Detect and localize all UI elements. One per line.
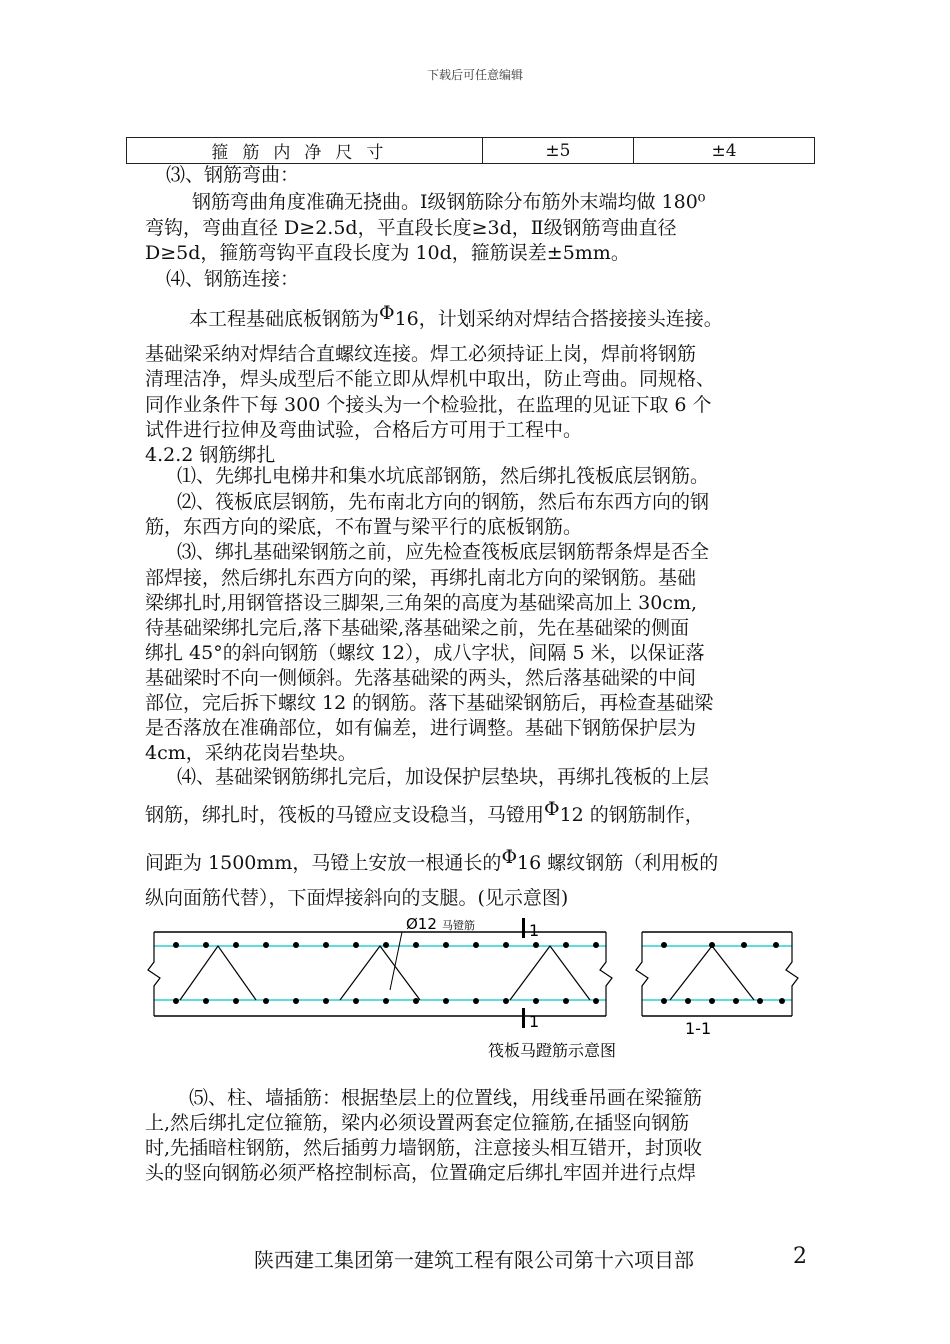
paragraph-bending-line-1: 钢筋弯曲角度准确无挠曲。Ⅰ级钢筋除分布筋外末端均做 180⁰ (192, 191, 706, 213)
binding-item-3-line-9: 4cm，采纳花岗岩垫块。 (145, 742, 357, 764)
binding-item-3-line-5: 绑扎 45°的斜向钢筋（螺纹 12），成八字状，间隔 5 米，以保证落 (145, 642, 705, 664)
rebar-dot (709, 998, 715, 1004)
binding-item-4-line-2 (145, 798, 704, 828)
binding-item-5-line-2: 上,然后绑扎定位箍筋，梁内必须设置两套定位箍筋,在插竖向钢筋 (145, 1112, 690, 1134)
rebar-dot (383, 942, 389, 948)
rebar-dot (443, 998, 449, 1004)
binding-item-5-line-4: 头的竖向钢筋必须严格控制标高，位置确定后绑扎牢固并进行点焊 (145, 1162, 697, 1184)
rebar-dot (733, 998, 739, 1004)
rebar-dot (323, 998, 329, 1004)
paragraph-bending-line-3: D≥5d，箍筋弯钩平直段长度为 10d，箍筋误差±5mm。 (145, 242, 630, 264)
binding-item-5-line-3: 时,先插暗柱钢筋，然后插剪力墙钢筋，注意接头相互错开，封顶收 (145, 1137, 703, 1159)
rebar-dot (709, 942, 715, 948)
rebar-dot (563, 998, 569, 1004)
section-cut-mark-top (522, 918, 525, 938)
page-number: 2 (793, 1244, 807, 1269)
text-segment: 12 的钢筋制作， (559, 804, 704, 826)
rebar-dot (413, 998, 419, 1004)
rebar-note-label: 马镫筋 (442, 919, 475, 932)
binding-item-2-line-1: ⑵、筏板底层钢筋，先布南北方向的钢筋，然后布东西方向的钢 (177, 491, 710, 513)
binding-item-3-line-2: 部焊接，然后绑扎东西方向的梁，再绑扎南北方向的梁钢筋。基础 (145, 567, 697, 589)
section-title-connection: ⑷、钢筋连接： (166, 268, 300, 290)
top-rebar-dots (173, 942, 599, 948)
rebar-dot (757, 998, 763, 1004)
text-segment: 钢筋，绑扎时，筏板的马镫应支设稳当，马镫用 (145, 804, 545, 826)
rebar-dot (203, 998, 209, 1004)
stirrup-leg (510, 946, 590, 1000)
rebar-dot (293, 942, 299, 948)
section-cut-mark-bottom (522, 1008, 525, 1028)
rebar-dot (233, 998, 239, 1004)
main-elevation-view (148, 915, 612, 1031)
rebar-dot (661, 998, 667, 1004)
rebar-dot (353, 942, 359, 948)
text-segment: 16 螺纹钢筋（利用板的 (517, 852, 719, 874)
text-segment: 16，计划采纳对焊结合搭接接头连接。 (394, 308, 723, 330)
binding-item-4-line-1: ⑷、基础梁钢筋绑扎完后，加设保护层垫块，再绑扎筏板的上层 (177, 766, 710, 788)
footer-company: 陕西建工集团第一建筑工程有限公司第十六项目部 (254, 1248, 694, 1272)
rebar-dot (779, 998, 785, 1004)
rebar-dot (353, 998, 359, 1004)
binding-item-3-line-1: ⑶、绑扎基础梁钢筋之前，应先检查筏板底层钢筋帮条焊是否全 (177, 541, 710, 563)
rebar-dot (173, 942, 179, 948)
section-stirrup (670, 946, 754, 1000)
table-cell-value-2: ±4 (634, 138, 815, 164)
section-1-1-view (636, 932, 798, 1038)
rebar-dot (593, 942, 599, 948)
section-rebar-dots (661, 942, 785, 1004)
rebar-dot (323, 942, 329, 948)
rebar-dot (741, 942, 747, 948)
rebar-dot (233, 942, 239, 948)
binding-item-5-line-1: ⑸、柱、墙插筋：根据垫层上的位置线，用线垂吊画在梁箍筋 (189, 1087, 703, 1109)
text-segment: 间距为 1500mm，马镫上安放一根通长的 (145, 852, 502, 874)
rebar-dot (173, 998, 179, 1004)
paragraph-connection-line-2: 基础梁采纳对焊结合直螺纹连接。焊工必须持证上岗，焊前将钢筋 (145, 343, 697, 365)
section-mark-bottom-label: 1 (529, 1012, 540, 1031)
rebar-dot (563, 942, 569, 948)
stirrup-leg (180, 946, 256, 1000)
bottom-rebar-dots (173, 998, 599, 1004)
phi-symbol: Φ (544, 798, 560, 820)
rebar-dot (533, 998, 539, 1004)
binding-item-3-line-7: 部位，完后拆下螺纹 12 的钢筋。落下基础梁钢筋后，再检查基础梁 (145, 692, 714, 714)
binding-item-3-line-6: 基础梁时不向一侧倾斜。先落基础梁的两头，然后落基础梁的中间 (145, 667, 697, 689)
phi-symbol: Φ (379, 302, 395, 324)
binding-item-3-line-3: 梁绑扎时,用钢管搭设三脚架,三角架的高度为基础梁高加上 30cm, (145, 592, 697, 614)
rebar-dot (293, 998, 299, 1004)
rebar-dot (473, 998, 479, 1004)
binding-item-3-line-4: 待基础梁绑扎完后,落下基础梁,落基础梁之前，先在基础梁的侧面 (145, 617, 690, 639)
rebar-dot (685, 998, 691, 1004)
paragraph-connection-line-5: 试件进行拉伸及弯曲试验，合格后方可用于工程中。 (145, 419, 583, 441)
break-line-right (600, 932, 612, 1016)
binding-item-1: ⑴、先绑扎电梯井和集水坑底部钢筋，然后绑扎筏板底层钢筋。 (177, 465, 710, 487)
rebar-dot (473, 942, 479, 948)
text-segment: 本工程基础底板钢筋为 (189, 308, 380, 330)
table-cell-value-1: ±5 (482, 138, 633, 164)
figure-caption: 筏板马蹬筋示意图 (488, 1041, 617, 1060)
phi-symbol: Φ (501, 846, 518, 868)
paragraph-connection-line-1 (189, 302, 723, 332)
binding-item-3-line-8: 是否落放在准确部位，如有偏差，进行调整。基础下钢筋保护层为 (145, 717, 697, 739)
section-title-bending: ⑶、钢筋弯曲： (166, 164, 300, 186)
rebar-dot (503, 942, 509, 948)
rebar-dot (413, 942, 419, 948)
binding-item-4-line-3 (145, 846, 719, 876)
rebar-dot (533, 942, 539, 948)
rebar-size-label: Ø12 (406, 915, 437, 933)
rebar-dot (443, 942, 449, 948)
paragraph-bending-line-2: 弯钩，弯曲直径 D≥2.5d，平直段长度≥3d，Ⅱ级钢筋弯曲直径 (145, 217, 677, 239)
binding-item-2-line-2: 筋，东西方向的梁底，不布置与梁平行的底板钢筋。 (145, 516, 583, 538)
rebar-dot (383, 998, 389, 1004)
paragraph-connection-line-4: 同作业条件下每 300 个接头为一个检验批，在监理的见证下取 6 个 (145, 394, 712, 416)
table-row (127, 138, 815, 164)
rebar-dot (503, 998, 509, 1004)
section-label: 1-1 (685, 1019, 712, 1038)
section-break-right (786, 932, 798, 1016)
header-watermark: 下载后可任意编辑 (426, 68, 523, 82)
section-mark-top-label: 1 (529, 921, 540, 940)
section-title-binding: 4.2.2 钢筋绑扎 (145, 444, 276, 466)
rebar-dot (661, 942, 667, 948)
rebar-dot (203, 942, 209, 948)
rebar-dot (263, 942, 269, 948)
binding-item-4-line-4: 纵向面筋代替），下面焊接斜向的支腿。(见示意图) (145, 887, 569, 909)
tolerance-table (126, 137, 815, 164)
table-cell-item: 箍筋内净尺寸 (127, 138, 483, 164)
section-break-left (636, 932, 648, 1016)
break-line-left (148, 932, 160, 1016)
rebar-dot (263, 998, 269, 1004)
rebar-dot (773, 942, 779, 948)
stirrup-leg (340, 946, 420, 1000)
raft-stirrup-diagram (140, 912, 800, 1072)
rebar-dot (593, 998, 599, 1004)
paragraph-connection-line-3: 清理洁净，焊头成型后不能立即从焊机中取出，防止弯曲。同规格、 (145, 368, 716, 390)
